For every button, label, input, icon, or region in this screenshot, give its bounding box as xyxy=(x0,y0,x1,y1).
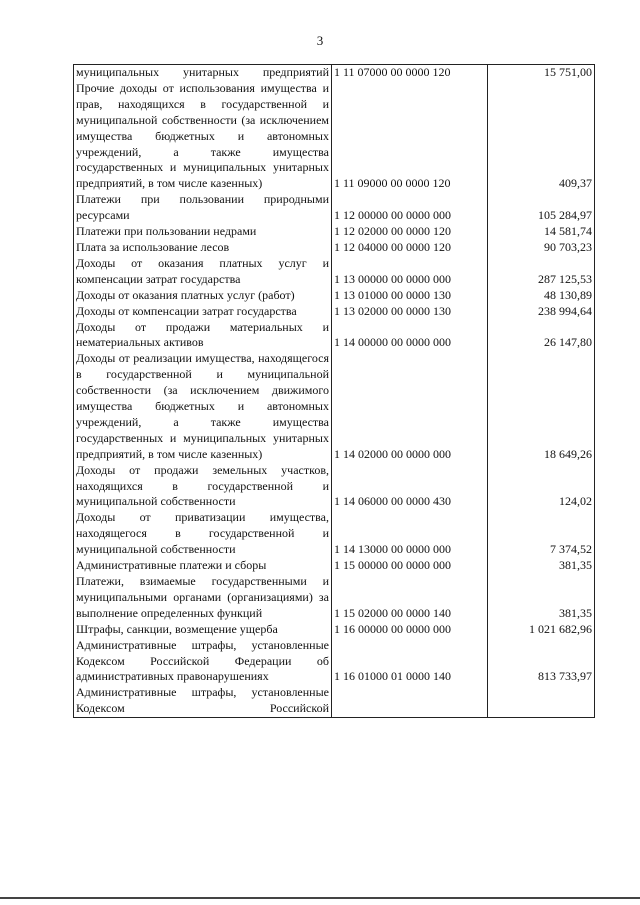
table-row xyxy=(74,320,595,352)
table-row xyxy=(74,510,595,558)
table-row xyxy=(74,622,595,638)
table-row xyxy=(74,304,595,320)
scan-edge-line xyxy=(0,897,640,899)
row-amount: 381,35 xyxy=(488,574,595,622)
row-code: 1 13 01000 00 0000 130 xyxy=(332,288,488,304)
table-row xyxy=(74,192,595,224)
row-amount: 1 021 682,96 xyxy=(488,622,595,638)
table-row xyxy=(74,685,595,717)
row-name: Прочие доходы от использования имущества и прав, находящихся в государственной и муниципальной собственности (за исключением имущества бюджетных и автономных учреждений, а также имущества государственных и муниципальных унитарных предприятий, в том числе казенных) xyxy=(74,81,332,192)
row-amount: 18 649,26 xyxy=(488,351,595,462)
row-code: 1 13 00000 00 0000 000 xyxy=(332,256,488,288)
row-code: 1 14 06000 00 0000 430 xyxy=(332,463,488,511)
row-name: Плата за использование лесов xyxy=(74,240,332,256)
row-amount: 105 284,97 xyxy=(488,192,595,224)
table-row xyxy=(74,638,595,686)
row-amount: 15 751,00 xyxy=(488,65,595,81)
row-amount: 90 703,23 xyxy=(488,240,595,256)
row-code xyxy=(332,685,488,717)
row-name: Доходы от оказания платных услуг (работ) xyxy=(74,288,332,304)
table-row xyxy=(74,81,595,192)
row-code: 1 12 02000 00 0000 120 xyxy=(332,224,488,240)
row-code: 1 12 04000 00 0000 120 xyxy=(332,240,488,256)
row-amount: 409,37 xyxy=(488,81,595,192)
row-name: Доходы от приватизации имущества, находящегося в государственной и муниципальной собственности xyxy=(74,510,332,558)
row-code: 1 12 00000 00 0000 000 xyxy=(332,192,488,224)
row-amount: 287 125,53 xyxy=(488,256,595,288)
row-amount xyxy=(488,685,595,717)
row-code: 1 15 00000 00 0000 000 xyxy=(332,558,488,574)
table-row xyxy=(74,224,595,240)
revenue-table xyxy=(73,64,595,718)
row-code: 1 16 01000 01 0000 140 xyxy=(332,638,488,686)
table-row xyxy=(74,65,595,81)
row-name: Доходы от реализации имущества, находящегося в государственной и муниципальной собственности (за исключением движимого имущества бюджетных и автономных учреждений, а также имущества государственных и муниципальных унитарных предприятий, в том числе казенных) xyxy=(74,351,332,462)
row-name: Доходы от продажи земельных участков, находящихся в государственной и муниципальной собственности xyxy=(74,463,332,511)
row-amount: 381,35 xyxy=(488,558,595,574)
row-name: Доходы от продажи материальных и нематериальных активов xyxy=(74,320,332,352)
table-row xyxy=(74,288,595,304)
row-name: Административные платежи и сборы xyxy=(74,558,332,574)
row-code: 1 11 07000 00 0000 120 xyxy=(332,65,488,81)
row-code: 1 15 02000 00 0000 140 xyxy=(332,574,488,622)
row-name: Доходы от компенсации затрат государства xyxy=(74,304,332,320)
row-code: 1 16 00000 00 0000 000 xyxy=(332,622,488,638)
table-row xyxy=(74,558,595,574)
row-code: 1 14 02000 00 0000 000 xyxy=(332,351,488,462)
row-code: 1 13 02000 00 0000 130 xyxy=(332,304,488,320)
row-code: 1 11 09000 00 0000 120 xyxy=(332,81,488,192)
row-amount: 26 147,80 xyxy=(488,320,595,352)
row-amount: 238 994,64 xyxy=(488,304,595,320)
table-row xyxy=(74,351,595,462)
row-name: Платежи при пользовании недрами xyxy=(74,224,332,240)
table-row xyxy=(74,574,595,622)
row-code: 1 14 13000 00 0000 000 xyxy=(332,510,488,558)
page-number: 3 xyxy=(316,33,324,48)
row-name: муниципальных унитарных предприятий xyxy=(74,65,332,81)
row-amount: 48 130,89 xyxy=(488,288,595,304)
table-row xyxy=(74,256,595,288)
row-amount: 7 374,52 xyxy=(488,510,595,558)
row-name: Платежи при пользовании природными ресурсами xyxy=(74,192,332,224)
row-name: Административные штрафы, установленные Кодексом Российской Федерации об административных правонарушениях xyxy=(74,638,332,686)
row-amount: 124,02 xyxy=(488,463,595,511)
row-name: Платежи, взимаемые государственными и муниципальными органами (организациями) за выполнение определенных функций xyxy=(74,574,332,622)
row-name: Штрафы, санкции, возмещение ущерба xyxy=(74,622,332,638)
row-code: 1 14 00000 00 0000 000 xyxy=(332,320,488,352)
table-row xyxy=(74,463,595,511)
table-row xyxy=(74,240,595,256)
row-name: Административные штрафы, установленные Кодексом Российской xyxy=(74,685,332,717)
row-amount: 14 581,74 xyxy=(488,224,595,240)
row-name: Доходы от оказания платных услуг и компенсации затрат государства xyxy=(74,256,332,288)
row-amount: 813 733,97 xyxy=(488,638,595,686)
